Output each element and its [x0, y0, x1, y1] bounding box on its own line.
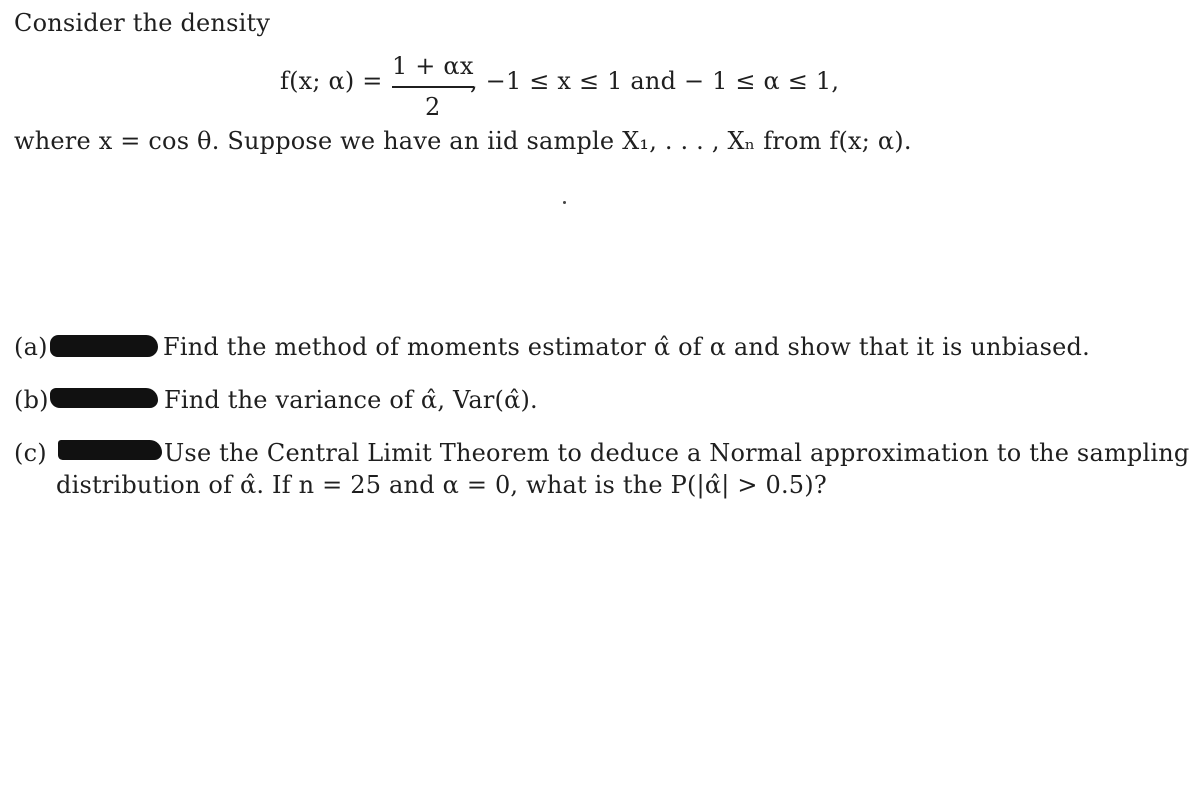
- equation-lhs: f(x; α) =: [280, 67, 383, 95]
- fraction-denominator: 2: [425, 93, 441, 121]
- part-c-question-line-2: distribution of α̂. If n = 25 and α = 0, what is the P(|α̂| > 0.5)?: [56, 471, 827, 499]
- equation-rhs: , −1 ≤ x ≤ 1 and − 1 ≤ α ≤ 1,: [470, 67, 840, 95]
- fraction-numerator: 1 + αx: [392, 52, 474, 80]
- part-c-question-line-1: Use the Central Limit Theorem to deduce a Normal approximation to the sampling: [164, 439, 1190, 467]
- redaction-mark-a: [50, 335, 158, 357]
- sample-description: where x = cos θ. Suppose we have an iid sample X₁, . . . , Xₙ from f(x; α).: [14, 127, 912, 155]
- redaction-mark-c: [58, 440, 162, 460]
- fraction-bar: [392, 86, 474, 88]
- redaction-mark-b: [50, 388, 158, 408]
- intro-line: Consider the density: [14, 9, 271, 37]
- part-a-label: (a): [14, 333, 48, 361]
- part-c-label: (c): [14, 439, 47, 467]
- part-b-label: (b): [14, 386, 49, 414]
- stray-mark: [563, 201, 566, 204]
- part-b-question: Find the variance of α̂, Var(α̂).: [164, 386, 538, 414]
- part-a-question: Find the method of moments estimator α̂ of α and show that it is unbiased.: [163, 333, 1090, 361]
- density-equation: [280, 52, 880, 122]
